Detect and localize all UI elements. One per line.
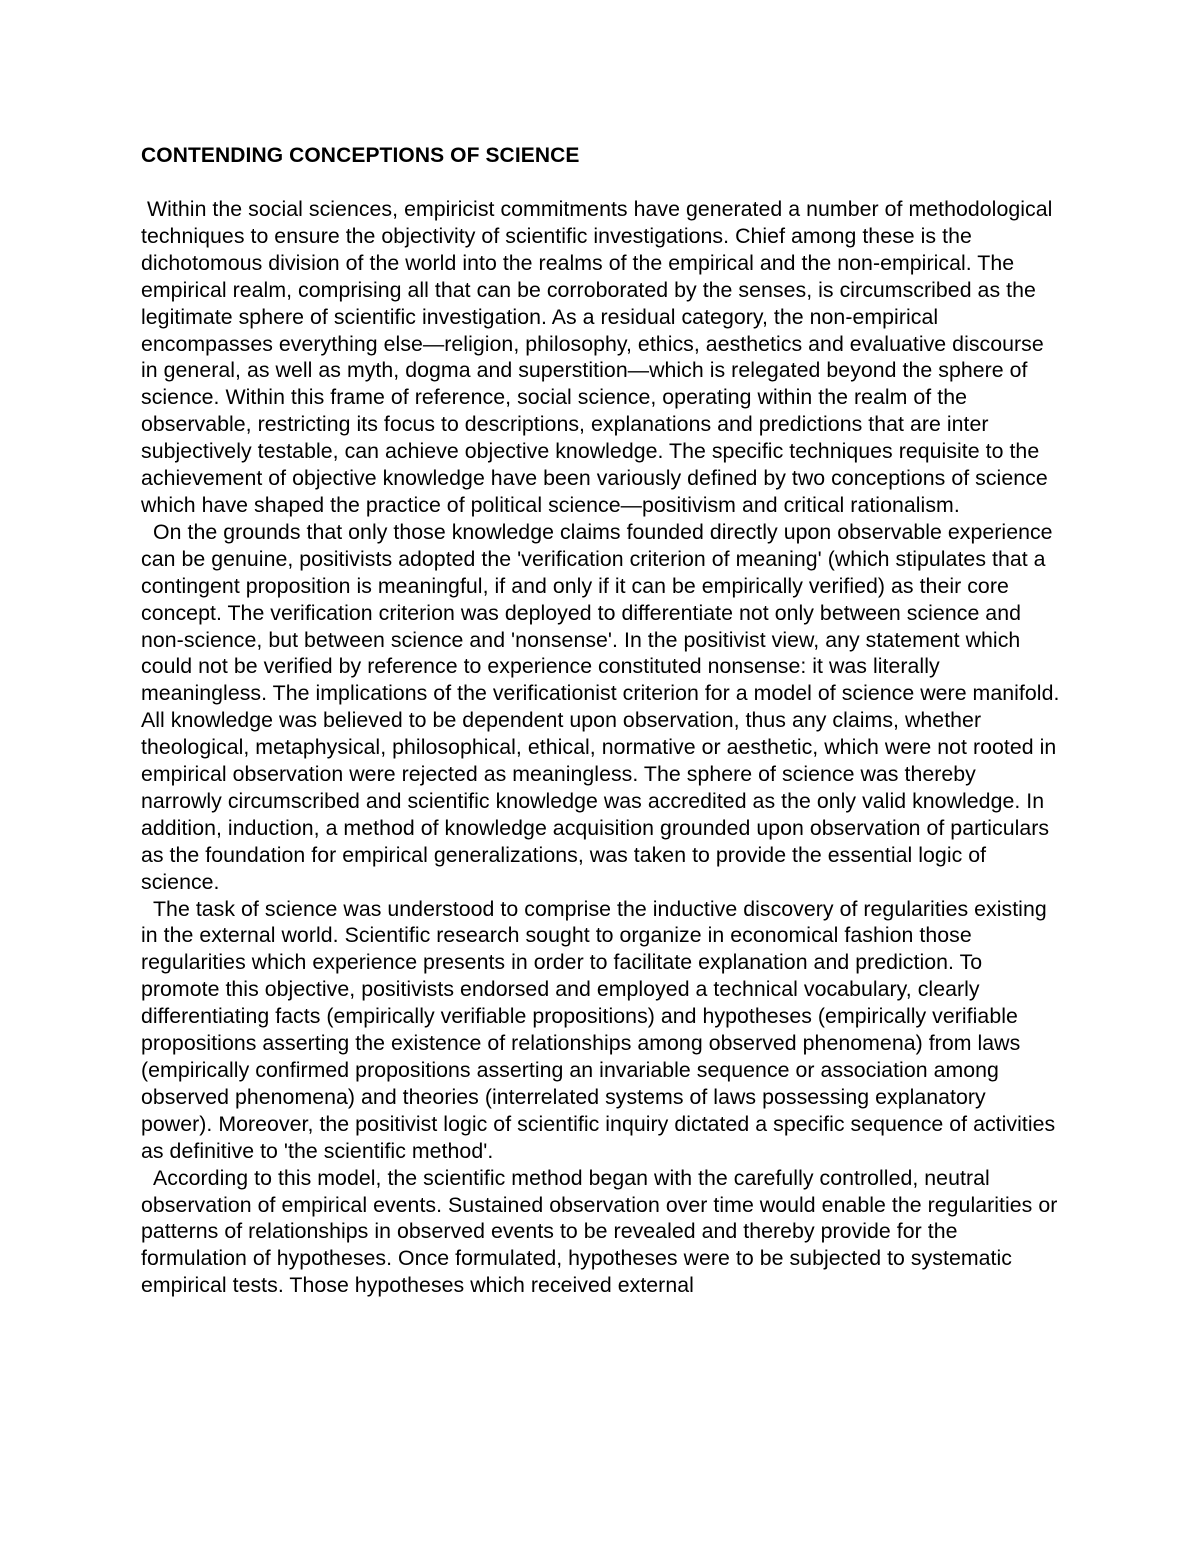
paragraph-1: Within the social sciences, empiricist commitments have generated a number of methodological techniques to ensure the objectivity of scientific investigations. Chief among these is the dichotomous division of the world into the realms of the empirical and the non-empirical. The empirical realm, comprising all that can be corroborated by the senses, is circumscribed as the legitimate sphere of scientific investigation. As a residual category, the non-empirical encompasses everything else—religion, philosophy, ethics, aesthetics and evaluative discourse in general, as well as myth, dogma and superstition—which is relegated beyond the sphere of science. Within this frame of reference, social science, operating within the realm of the observable, restricting its focus to descriptions, explanations and predictions that are inter subjectively testable, can achieve objective knowledge. The specific techniques requisite to the achievement of objective knowledge have been variously defined by two conceptions of science which have shaped the practice of political science—positivism and critical rationalism. xyxy=(141,197,1053,517)
document-title: CONTENDING CONCEPTIONS OF SCIENCE xyxy=(141,144,580,167)
paragraph-3: The task of science was understood to comprise the inductive discovery of regularities existing in the external world. Scientific research sought to organize in economical fashion those regularities which experience presents in order to facilitate explanation and prediction. To promote this objective, positivists endorsed and employed a technical vocabulary, clearly differentiating facts (empirically verifiable propositions) and hypotheses (empirically verifiable propositions asserting the existence of relationships among observed phenomena) from laws (empirically confirmed propositions asserting an invariable sequence or association among observed phenomena) and theories (interrelated systems of laws possessing explanatory power). Moreover, the positivist logic of scientific inquiry dictated a specific sequence of activities as definitive to 'the scientific method'. xyxy=(141,896,1056,1163)
document-body xyxy=(141,142,1061,1299)
paragraph-4: According to this model, the scientific method began with the carefully controlled, neutral observation of empirical events. Sustained observation over time would enable the regularities or patterns of relationships in observed events to be revealed and thereby provide for the formulation of hypotheses. Once formulated, hypotheses were to be subjected to systematic empirical tests. Those hypotheses which received external xyxy=(141,1165,1058,1298)
paragraph-2: On the grounds that only those knowledge claims founded directly upon observable experience can be genuine, positivists adopted the 'verification criterion of meaning' (which stipulates that a contingent proposition is meaningful, if and only if it can be empirically verified) as their core concept. The verification criterion was deployed to differentiate not only between science and non-science, but between science and 'nonsense'. In the positivist view, any statement which could not be verified by reference to experience constituted nonsense: it was literally meaningless. The implications of the verificationist criterion for a model of science were manifold. All knowledge was believed to be dependent upon observation, thus any claims, whether theological, metaphysical, philosophical, ethical, normative or aesthetic, which were not rooted in empirical observation were rejected as meaningless. The sphere of science was thereby narrowly circumscribed and scientific knowledge was accredited as the only valid knowledge. In addition, induction, a method of knowledge acquisition grounded upon observation of particulars as the foundation for empirical generalizations, was taken to provide the essential logic of science. xyxy=(141,519,1060,894)
